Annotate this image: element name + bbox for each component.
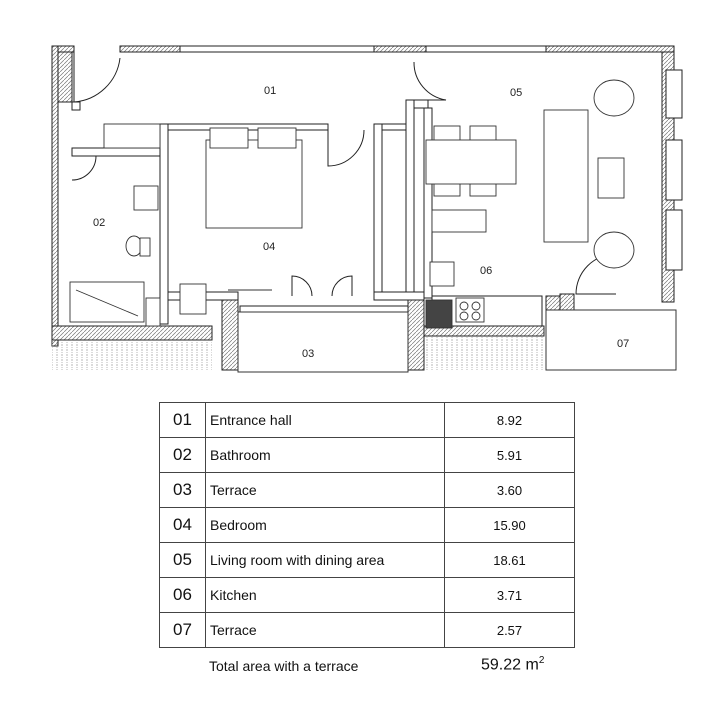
room-name-cell: Terrace	[206, 613, 445, 648]
total-area-row	[209, 655, 589, 679]
doors	[72, 52, 616, 296]
room-number-cell: 01	[160, 403, 206, 438]
room-name-cell: Bathroom	[206, 438, 445, 473]
room-area-cell: 8.92	[445, 403, 575, 438]
total-area-label: Total area with a terrace	[209, 658, 359, 674]
room-label-05: 05	[510, 87, 523, 99]
room-area-cell: 15.90	[445, 508, 575, 543]
room-number-cell: 06	[160, 578, 206, 613]
area-table-row	[160, 578, 575, 613]
room-number-cell: 07	[160, 613, 206, 648]
room-name-cell: Entrance hall	[206, 403, 445, 438]
room-area-table	[159, 402, 575, 648]
room-name-cell: Bedroom	[206, 508, 445, 543]
total-area-unit-superscript: 2	[538, 655, 545, 666]
room-name-cell: Terrace	[206, 473, 445, 508]
room-label-06: 06	[480, 265, 493, 277]
room-number-cell: 05	[160, 543, 206, 578]
room-label-03: 03	[302, 348, 315, 360]
area-table-row	[160, 613, 575, 648]
room-name-cell: Kitchen	[206, 578, 445, 613]
area-table-row	[160, 473, 575, 508]
room-area-cell: 3.60	[445, 473, 575, 508]
room-number-cell: 04	[160, 508, 206, 543]
room-name-cell: Living room with dining area	[206, 543, 445, 578]
room-area-cell: 2.57	[445, 613, 575, 648]
area-table-row	[160, 403, 575, 438]
area-table-row	[160, 508, 575, 543]
room-area-cell: 5.91	[445, 438, 575, 473]
room-label-04: 04	[263, 241, 276, 253]
room-area-cell: 18.61	[445, 543, 575, 578]
room-label-07: 07	[617, 338, 630, 350]
room-label-02: 02	[93, 217, 106, 229]
area-table-row	[160, 438, 575, 473]
total-area-value	[481, 655, 544, 674]
room-label-01: 01	[264, 85, 277, 97]
area-table-row	[160, 543, 575, 578]
total-area-number: 59.22 m	[481, 656, 539, 674]
room-area-cell: 3.71	[445, 578, 575, 613]
room-number-cell: 02	[160, 438, 206, 473]
room-number-cell: 03	[160, 473, 206, 508]
